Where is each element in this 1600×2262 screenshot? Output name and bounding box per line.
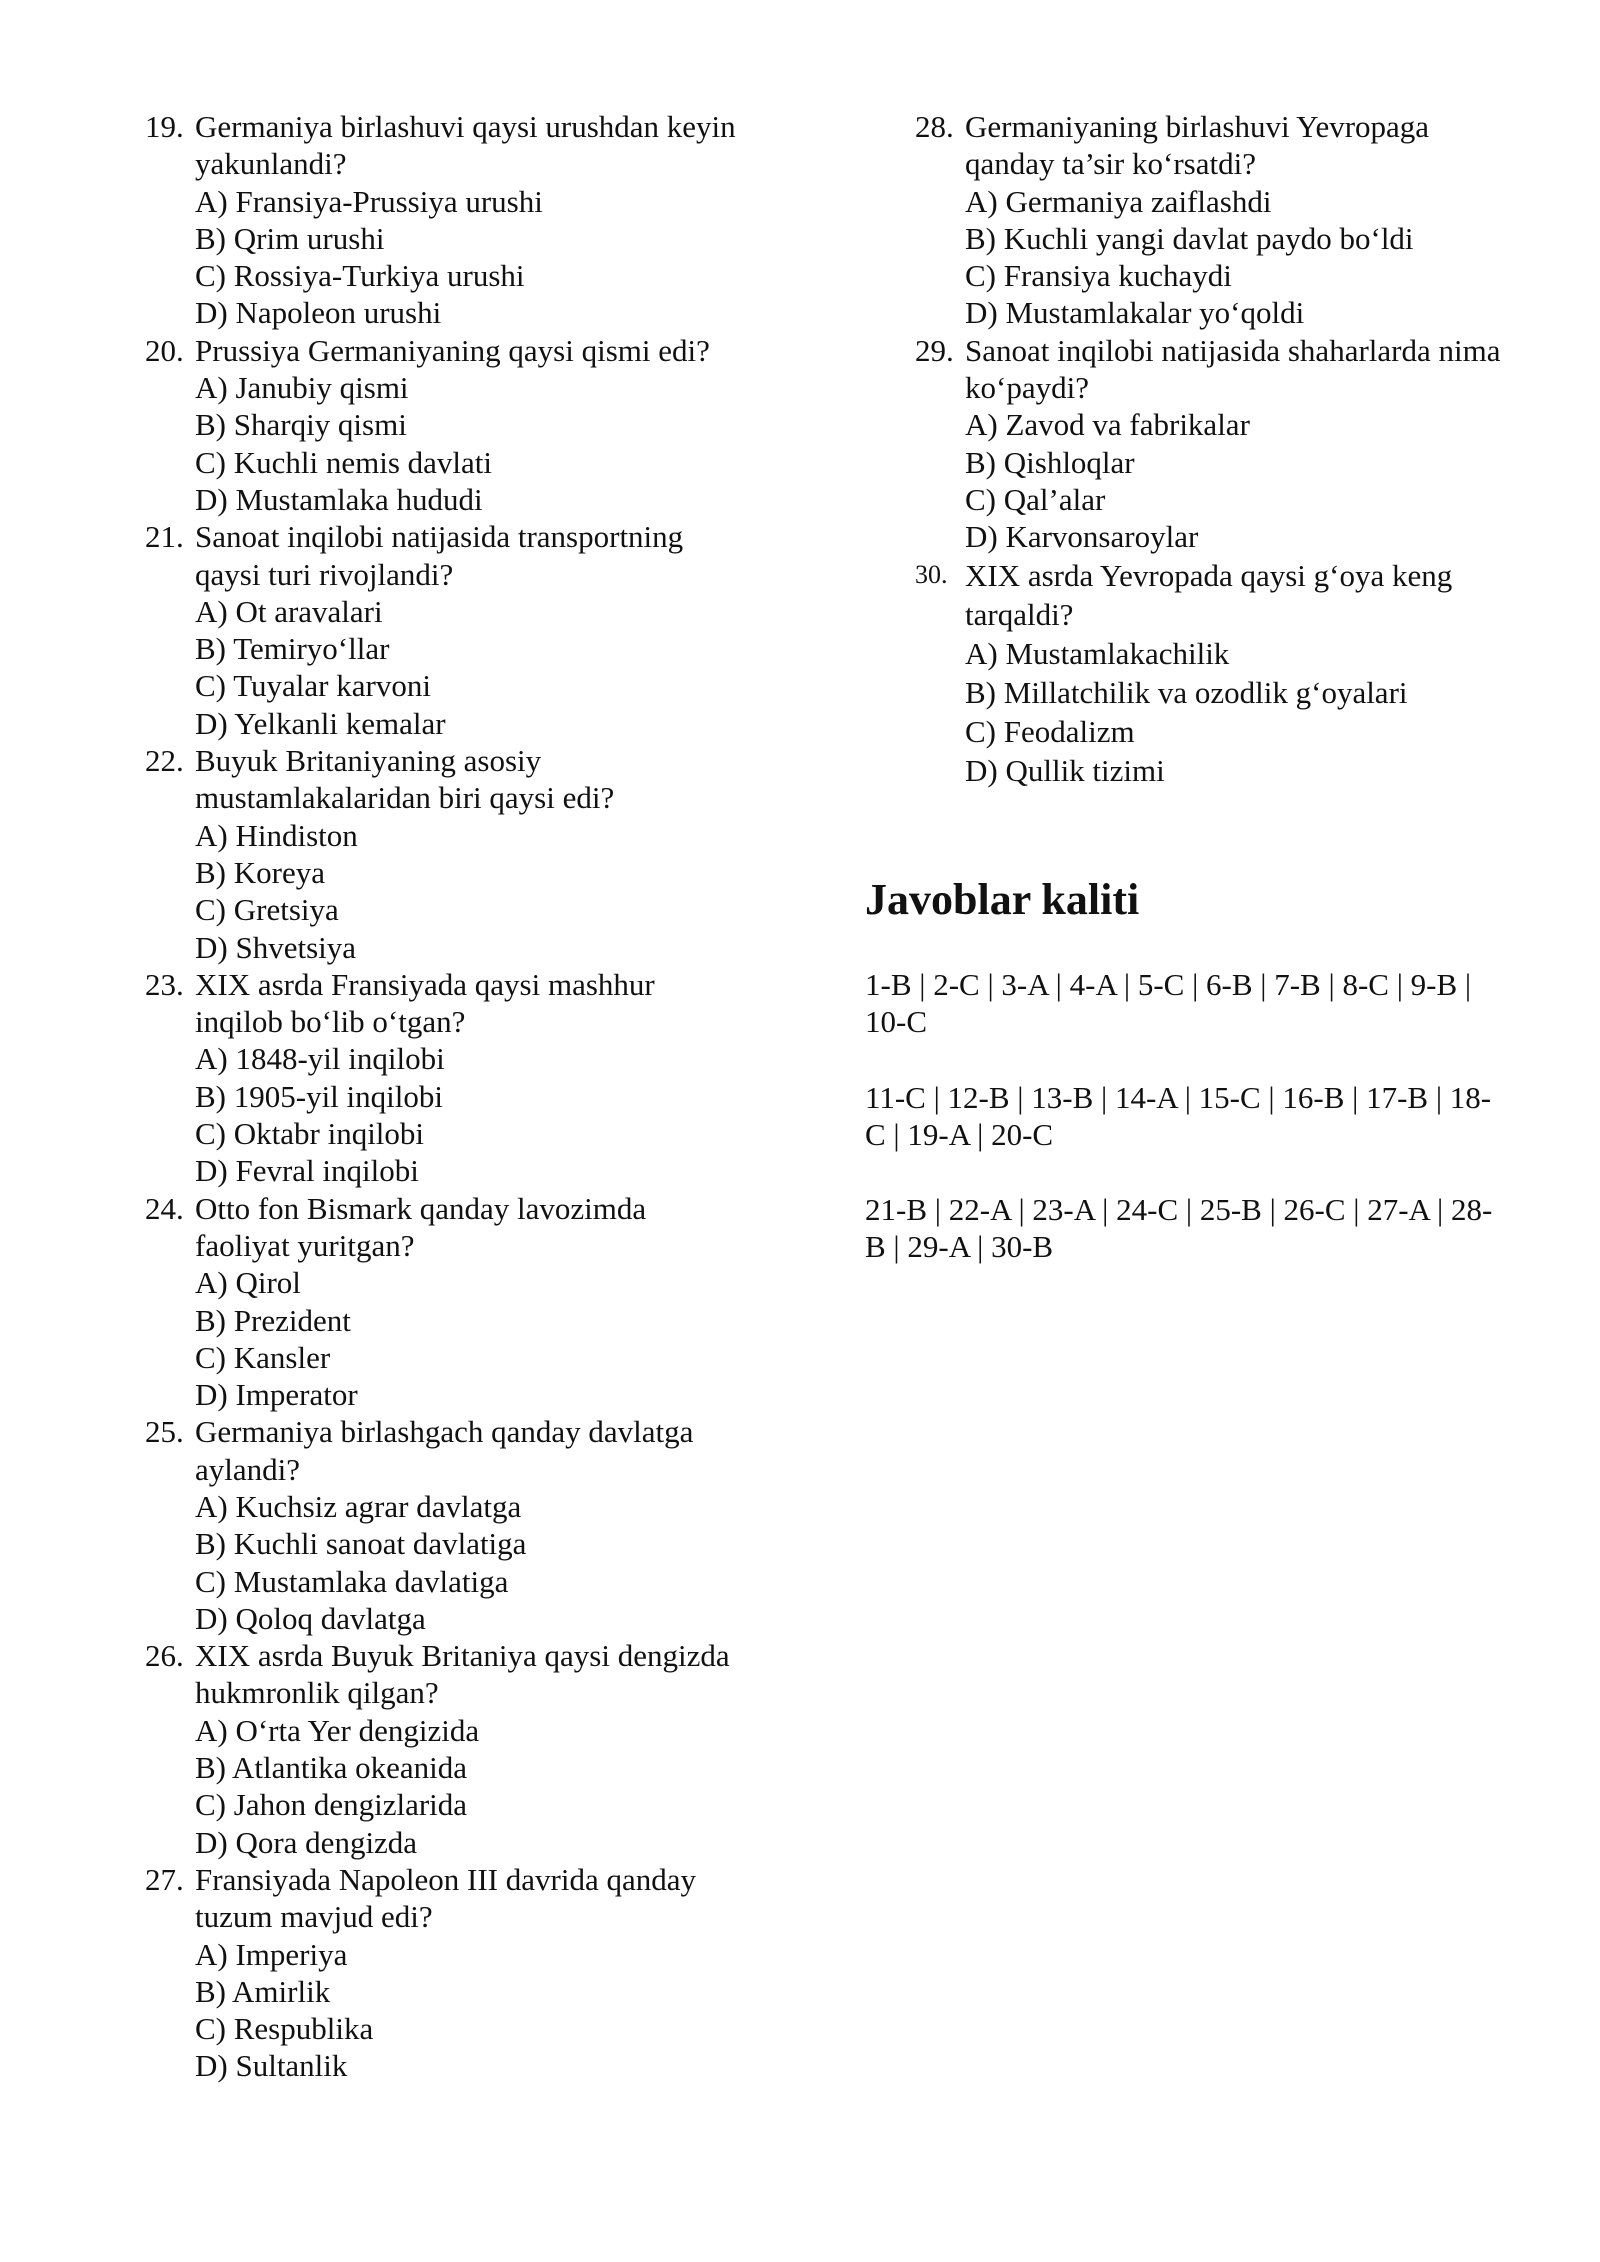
answer-key-section xyxy=(865,872,1545,1266)
question-text: ko‘paydi? xyxy=(965,370,1089,406)
answer-key-line: C | 19-A | 20-C xyxy=(865,1116,1054,1152)
option-d: D) Mustamlaka hududi xyxy=(195,481,483,517)
question-text: Sanoat inqilobi natijasida transportning xyxy=(195,519,684,555)
question-number: 30. xyxy=(915,559,948,589)
answer-key-line: 11-C | 12-B | 13-B | 14-A | 15-C | 16-B | 17-B | 18- xyxy=(865,1079,1492,1115)
option-d: D) Qora dengizda xyxy=(195,1824,418,1860)
answer-key-heading: Javoblar kaliti xyxy=(865,875,1140,924)
option-c: C) Rossiya-Turkiya urushi xyxy=(195,258,525,294)
option-d: D) Napoleon urushi xyxy=(195,295,442,331)
question-text: XIX asrda Fransiyada qaysi mashhur xyxy=(195,966,655,1002)
question-number: 25. xyxy=(145,1414,184,1450)
question-text: Sanoat inqilobi natijasida shaharlarda nima xyxy=(965,332,1501,368)
question-text: Germaniyaning birlashuvi Yevropaga xyxy=(965,109,1430,144)
option-c: C) Kansler xyxy=(195,1339,331,1375)
option-c: C) Feodalizm xyxy=(965,713,1135,749)
question-text: faoliyat yuritgan? xyxy=(195,1227,415,1263)
question-30 xyxy=(915,556,1535,790)
option-b: B) Kuchli yangi davlat paydo bo‘ldi xyxy=(965,220,1414,256)
answer-key-line: 21-B | 22-A | 23-A | 24-C | 25-B | 26-C | 27-A | 28- xyxy=(865,1192,1493,1228)
question-23 xyxy=(145,966,785,1190)
option-a: A) Ot aravalari xyxy=(195,593,383,629)
answer-key-line: 1-B | 2-C | 3-A | 4-A | 5-C | 6-B | 7-B | 8-C | 9-B | xyxy=(865,967,1472,1002)
option-a: A) O‘rta Yer dengizida xyxy=(195,1712,480,1748)
option-d: D) Imperator xyxy=(195,1377,358,1413)
question-number: 24. xyxy=(145,1190,184,1226)
question-text: Prussiya Germaniyaning qaysi qismi edi? xyxy=(195,332,710,368)
option-c: C) Jahon dengizlarida xyxy=(195,1787,468,1823)
option-d: D) Shvetsiya xyxy=(195,929,357,965)
question-28 xyxy=(915,108,1535,332)
question-text: Germaniya birlashgach qanday davlatga xyxy=(195,1414,694,1450)
option-c: C) Kuchli nemis davlati xyxy=(195,444,493,480)
answer-key-line: 10-C xyxy=(865,1004,927,1040)
question-text: tuzum mavjud edi? xyxy=(195,1899,433,1935)
question-text: tarqaldi? xyxy=(965,596,1074,632)
question-text: qaysi turi rivojlandi? xyxy=(195,556,454,592)
option-d: D) Qoloq davlatga xyxy=(195,1600,426,1636)
option-c: C) Oktabr inqilobi xyxy=(195,1116,425,1152)
option-c: C) Fransiya kuchaydi xyxy=(965,258,1232,294)
option-a: A) Janubiy qismi xyxy=(195,370,409,406)
question-text: aylandi? xyxy=(195,1451,301,1487)
option-b: B) Kuchli sanoat davlatiga xyxy=(195,1526,527,1562)
option-b: B) Sharqiy qismi xyxy=(195,407,407,443)
option-b: B) Amirlik xyxy=(195,1973,331,2009)
question-27 xyxy=(145,1861,785,2085)
question-number: 22. xyxy=(145,743,184,779)
question-number: 28. xyxy=(915,109,954,144)
question-text: qanday ta’sir ko‘rsatdi? xyxy=(965,146,1256,182)
question-20 xyxy=(145,332,785,518)
answer-key-line: B | 29-A | 30-B xyxy=(865,1229,1054,1265)
question-text: XIX asrda Buyuk Britaniya qaysi dengizda xyxy=(195,1638,730,1674)
option-a: A) 1848-yil inqilobi xyxy=(195,1041,445,1077)
question-29 xyxy=(915,332,1535,556)
option-c: C) Tuyalar karvoni xyxy=(195,668,431,704)
question-number: 19. xyxy=(145,109,184,144)
question-text: inqilob bo‘lib o‘tgan? xyxy=(195,1004,466,1040)
question-text: Otto fon Bismark qanday lavozimda xyxy=(195,1190,647,1226)
question-text: hukmronlik qilgan? xyxy=(195,1675,439,1711)
answer-key-block-3 xyxy=(865,1191,1545,1266)
option-a: A) Imperiya xyxy=(195,1936,348,1972)
question-number: 20. xyxy=(145,332,184,368)
question-24 xyxy=(145,1190,785,1414)
question-text: XIX asrda Yevropada qaysi g‘oya keng xyxy=(965,557,1453,593)
option-b: B) Atlantika okeanida xyxy=(195,1750,468,1786)
answer-key-block-1 xyxy=(865,966,1545,1041)
question-number: 23. xyxy=(145,966,184,1002)
answer-key-block-2 xyxy=(865,1079,1545,1154)
option-d: D) Qullik tizimi xyxy=(965,752,1165,788)
option-a: A) Germaniya zaiflashdi xyxy=(965,183,1272,219)
option-d: D) Mustamlakalar yo‘qoldi xyxy=(965,295,1305,331)
question-number: 26. xyxy=(145,1638,184,1674)
option-d: D) Karvonsaroylar xyxy=(965,519,1199,555)
option-d: D) Sultanlik xyxy=(195,2048,348,2084)
question-19 xyxy=(145,108,785,332)
option-d: D) Yelkanli kemalar xyxy=(195,705,446,741)
left-column xyxy=(145,108,785,2085)
option-a: A) Fransiya-Prussiya urushi xyxy=(195,183,543,219)
option-b: B) Millatchilik va ozodlik g‘oyalari xyxy=(965,674,1408,710)
option-b: B) Koreya xyxy=(195,854,325,890)
option-d: D) Fevral inqilobi xyxy=(195,1153,419,1189)
option-a: A) Zavod va fabrikalar xyxy=(965,407,1250,443)
question-text: mustamlakalaridan biri qaysi edi? xyxy=(195,780,615,816)
question-number: 27. xyxy=(145,1861,184,1897)
option-b: B) 1905-yil inqilobi xyxy=(195,1078,443,1114)
question-text: Buyuk Britaniyaning asosiy xyxy=(195,743,542,779)
option-a: A) Qirol xyxy=(195,1265,301,1301)
option-b: B) Prezident xyxy=(195,1302,351,1338)
option-b: B) Qishloqlar xyxy=(965,444,1135,480)
option-b: B) Qrim urushi xyxy=(195,220,385,256)
question-25 xyxy=(145,1413,785,1637)
question-text: yakunlandi? xyxy=(195,146,347,182)
option-c: C) Respublika xyxy=(195,2011,374,2047)
option-a: A) Kuchsiz agrar davlatga xyxy=(195,1488,522,1524)
option-c: C) Qal’alar xyxy=(965,481,1106,517)
question-26 xyxy=(145,1637,785,1861)
option-c: C) Gretsiya xyxy=(195,892,339,928)
question-22 xyxy=(145,742,785,966)
question-text: Fransiyada Napoleon III davrida qanday xyxy=(195,1861,696,1897)
option-a: A) Mustamlakachilik xyxy=(965,635,1230,671)
question-number: 21. xyxy=(145,519,184,555)
question-21 xyxy=(145,518,785,742)
option-a: A) Hindiston xyxy=(195,817,358,853)
option-c: C) Mustamlaka davlatiga xyxy=(195,1563,509,1599)
right-column xyxy=(915,108,1535,790)
question-number: 29. xyxy=(915,332,954,368)
option-b: B) Temiryo‘llar xyxy=(195,631,390,667)
question-text: Germaniya birlashuvi qaysi urushdan keyin xyxy=(195,109,736,144)
